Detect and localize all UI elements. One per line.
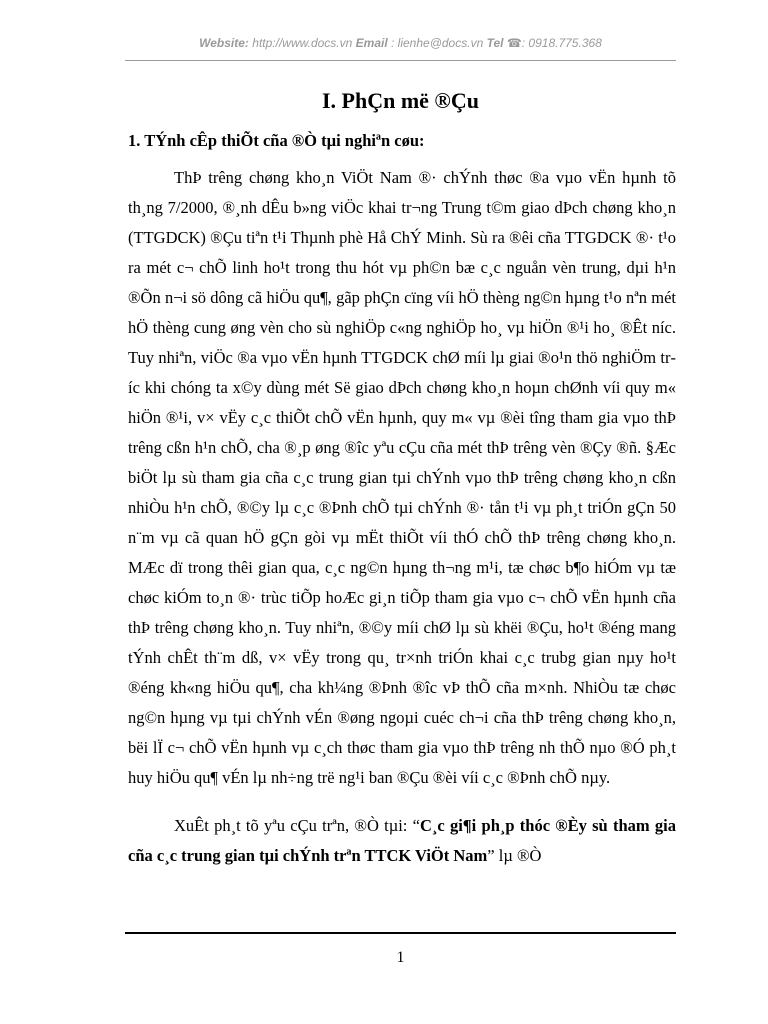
website-label: Website:	[199, 36, 249, 50]
paragraph-2-open-quote: “	[412, 816, 420, 835]
paragraph-2-lead: XuÊt ph¸t tõ yªu cÇu trªn, ®Ò tµi:	[174, 816, 413, 835]
page-header	[125, 36, 676, 50]
tel-label: Tel	[486, 36, 504, 50]
paragraph-2-tail: lµ ®Ò	[494, 846, 542, 865]
body-paragraph-1: ThÞ trêng chøng kho¸n ViÖt Nam ®· chÝnh thøc ®a vµo vËn hµnh tõ th¸ng 7/2000, ®¸nh dÊu b»ng viÖc khai tr¬ng Trung t©m giao dÞch chøng kho¸n (TTGDCK) ®Çu tiªn t¹i Thµnh phè Hå ChÝ Minh. Sù ra ®êi cña TTGDCK ®· t¹o ra mét c¬ chÕ linh ho¹t trong thu hót vµ ph©n bæ c¸c nguån vèn trung, dµi h¹n ®Õn n¬i sö dông cã hiÖu qu¶, gãp phÇn cïng víi hÖ thèng ng©n hµng t¹o nªn mét hÖ thèng cung øng vèn cho sù nghiÖp c«ng nghiÖp ho¸ vµ hiÖn ®¹i ho¸ ®Êt níc. Tuy nhiªn, viÖc ®a vµo vËn hµnh TTGDCK chØ míi lµ giai ®o¹n thö nghiÖm tríc khi chóng ta x©y dùng mét Së giao dÞch chøng kho¸n hoµn chØnh víi quy m« hiÖn ®¹i, v× vËy c¸c thiÕt chÕ vËn hµnh, quy m« vµ ®èi tîng tham gia vµo thÞ trêng cßn h¹n chÕ, cha ®¸p øng ®îc yªu cÇu cña mét thÞ trêng vèn ®Çy ®ñ. §Æc biÖt lµ sù tham gia cña c¸c trung gian tµi chÝnh vµo thÞ trêng chøng kho¸n cßn nhiÒu h¹n chÕ, ®©y lµ c¸c ®Þnh chÕ tµi chÝnh ®· tån t¹i vµ ph¸t triÓn gÇn 50 n¨m vµ cã quan hÖ gÇn gòi vµ mËt thiÕt víi thÓ chÕ thÞ trêng chøng kho¸n. MÆc dï trong thêi gian qua, c¸c ng©n hµng th¬ng m¹i, tæ chøc b¶o hiÓm vµ tæ chøc kiÓm to¸n ®· trùc tiÕp hoÆc gi¸n tiÕp tham gia vµo c¬ chÕ vËn hµnh cña thÞ trêng chøng kho¸n. Tuy nhiªn, ®©y míi chØ lµ sù khëi ®Çu, ho¹t ®éng mang tÝnh chÊt th¨m dß, v× vËy trong qu¸ tr×nh triÓn khai c¸c trubg gian nµy ho¹t ®éng kh«ng hiÖu qu¶, cha kh¼ng ®Þnh ®îc vÞ thÕ cña m×nh. NhiÒu tæ chøc ng©n hµng vµ tµi chÝnh vÉn ®øng ngoµi cuéc ch¬i cña thÞ trêng chøng kho¸n, bëi lÏ c¬ chÕ vËn hµnh vµ c¸ch thøc tham gia vµo thÞ trêng nh thÕ nµo ®Ó ph¸t huy hiÖu qu¶ vÉn lµ nh÷ng trë ng¹i ban ®Çu ®èi víi c¸c ®Þnh chÕ nµy.	[128, 168, 676, 787]
chapter-title: I. PhÇn më ®Çu	[321, 88, 479, 113]
tel-value: ☎: 0918.775.368	[503, 36, 602, 50]
section-heading: 1. TÝnh cÊp thiÕt cña ®Ò tµi nghiªn cøu:	[128, 131, 425, 150]
footer-divider	[125, 932, 676, 934]
email-label: Email	[355, 36, 388, 50]
email-value: : lienhe@docs.vn	[387, 36, 487, 50]
website-value: http://www.docs.vn	[248, 36, 356, 50]
paragraph-2-topic: C¸c gi¶i ph¸p thóc ®Èy sù tham gia cña c¸c trung gian tµi chÝnh trªn TTCK ViÖt Nam	[128, 816, 676, 865]
page-number: 1	[396, 949, 405, 966]
document-body	[128, 163, 676, 871]
paragraph-2-close-quote: ”	[487, 846, 495, 865]
body-paragraph-2	[128, 811, 676, 871]
header-divider	[125, 60, 676, 61]
